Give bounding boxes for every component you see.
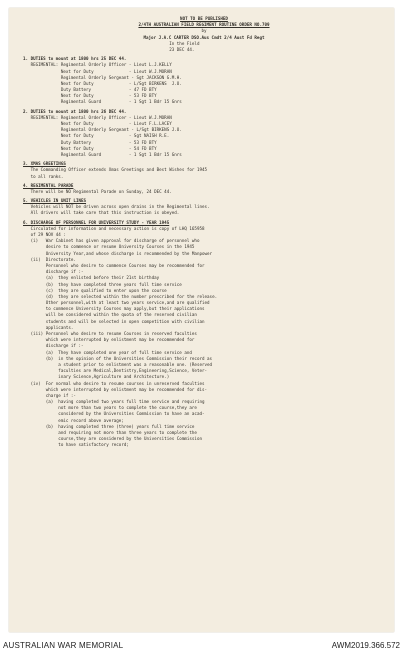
footer-bar: [0, 636, 404, 653]
document-line: and requiring not more than three years to complete the: [23, 430, 197, 435]
document-line: (b) they have completed three years full time service: [23, 281, 182, 287]
document-line: Regimental Guard - 1 Sgt 1 Bdr 15 Gnrs: [23, 99, 182, 105]
document-line: 2/4TH AUSTRALIAN FIELD REGIMENT ROUTINE ORDER NO.709: [138, 22, 270, 28]
document-line: emic record above average;: [23, 417, 124, 423]
document-line: 3. XMAS GREETINGS: [23, 161, 66, 167]
document-line: applicants.: [23, 324, 74, 330]
document-body: [23, 16, 385, 449]
document-line: Next for Duty - Sgt NAISH R.E.: [23, 133, 170, 139]
document-line: 4. REGIMENTAL PARADE: [23, 182, 74, 188]
document-line: (a) they enlisted before their 21st birthday: [23, 275, 160, 281]
document-line: 2. DUTIES to mount at 1800 hrs 26 DEC 44.: [23, 108, 127, 114]
document-line: (d) they are selected within the number prescribed for the release.: [23, 293, 218, 299]
document-line: faculties are Medical,Dentistry,Engineering,Science, Veter-: [23, 368, 208, 374]
document-line: of 29 NOV 44 :: [23, 232, 66, 237]
document-line: considered by the Universities Commission to have an acad-: [23, 411, 205, 417]
document-line: (b) having completed three (three) years full time service: [23, 423, 195, 429]
document-line: Circulated for information and necessary action is copy of LHQ 165958: [23, 225, 205, 231]
document-line: desire to commence or resume University Courses in the 1945: [23, 244, 195, 250]
document-line: (a) They have completed one year of full time service and: [23, 349, 192, 355]
document-line: which were interrupted by enlistment may be recommended for: [23, 337, 195, 343]
document-line: Next for Duty - 54 FD BTY: [23, 145, 157, 151]
document-line: Next for Duty - Lieut F.L.LACEY: [23, 121, 172, 126]
document-line: (a) having completed two years full time service and requiring: [23, 399, 205, 405]
document-line: students and will be selected in open competition with civilian: [23, 318, 205, 324]
document-line: inary Science,Agriculture and Architecture.): [23, 374, 170, 380]
document-line: Next for Duty - 53 FD BTY: [23, 93, 157, 99]
document-line: by: [201, 28, 207, 34]
document-line: a student prior to enlistment was a reasonable one. (Reserved: [23, 361, 213, 367]
document-line: Regimental Orderly Sergeant - L/Sgt BIRKENS J.O.: [23, 127, 182, 133]
source-label: AUSTRALIAN WAR MEMORIAL: [3, 641, 124, 650]
document-line: NOT TO BE PUBLISHED: [180, 16, 228, 21]
document-line: REGIMENTAL: Regimental Orderly Officer - Lieut W.J.MORAN: [23, 114, 172, 120]
document-line: course,they are considered by the Universities Commission: [23, 436, 202, 442]
document-line: Vehicles will NOT be driven across open drains in the Regimental lines.: [23, 204, 210, 210]
document-line: discharge if :-: [23, 343, 84, 349]
document-line: Duty Battery - 53 FD BTY: [23, 139, 157, 145]
document-line: to have satisfactory record;: [23, 442, 129, 448]
document-line: 23 DEC 44.: [23, 46, 195, 52]
document-line: discharge if :-: [23, 269, 84, 275]
document-line: which were interrupted by enlistment may be recommended for dis-: [23, 386, 208, 392]
document-line: Next for Duty - L/Sgt BIRKENS J.O.: [23, 80, 182, 86]
document-line: 6. DISCHARGE OF PERSONNEL FOR UNIVERSITY STUDY - YEAR 1945: [23, 219, 170, 225]
document-line: (iii) Personnel who desire to resume Courses in reserved faculties: [23, 331, 197, 336]
document-line: to commence University Courses may apply,but their applications: [23, 306, 205, 312]
document-line: Major J.A.C CARTER DSO.Aus Cmdt 2/4 Aust Fd Regt: [143, 34, 265, 40]
document-line: to all ranks.: [23, 173, 64, 179]
document-line: (ii) Directorate.: [23, 256, 76, 262]
document-line: not more than two years to complete the course,they are: [23, 405, 197, 411]
document-line: Next for Duty - Lieut W.J.MORAN: [23, 68, 172, 74]
document-line: 1. DUTIES to mount at 1800 hrs 25 DEC 44.: [23, 56, 127, 62]
reference-label: AWM2019.366.572: [331, 641, 400, 650]
document-line: will be considered within the quota of the reserved civilian: [23, 312, 197, 318]
document-line: 5. VEHICLES IN UNIT LINES: [23, 198, 87, 204]
document-line: charge if :-: [23, 392, 76, 398]
document-sheet: [9, 8, 394, 632]
document-line: Regimental Guard - 1 Sgt 1 Bdr 15 Gnrs: [23, 151, 182, 157]
document-line: There will be NO Regimental Parade on Sunday, 24 DEC 44.: [23, 188, 172, 194]
document-line: Other personnel,with at least two years service,and are qualified: [23, 300, 210, 306]
document-line: REGIMENTAL: Regimental Orderly Officer - Lieut L.J.KELLY: [23, 62, 172, 68]
document-line: (iv) For normal who desire to resume courses in unreserved faculties: [23, 380, 205, 386]
document-line: Personnel who desire to commence Courses may be recommended for: [23, 262, 205, 268]
document-line: All drivers will take care that this instruction is obeyed.: [23, 210, 180, 216]
document-line: Regimental Orderly Sergeant - Sgt JACKSON G.M.H.: [23, 74, 182, 80]
document-line: University Year,and whose discharge is recommended by the Manpower: [23, 250, 213, 256]
document-line: (b) in the opinion of the Universities Commission their record as: [23, 355, 213, 361]
document-line: (c) they are qualified to enter upon the course: [23, 287, 167, 293]
document-line: Duty Battery - 47 FD BTY: [23, 87, 157, 93]
document-line: (i) War Cabinet has given approval for discharge of personnel who: [23, 238, 200, 244]
document-line: In the Field: [23, 40, 200, 46]
document-line: The Commanding Officer extends Xmas Greetings and Best Wishes for 1945: [23, 167, 208, 173]
